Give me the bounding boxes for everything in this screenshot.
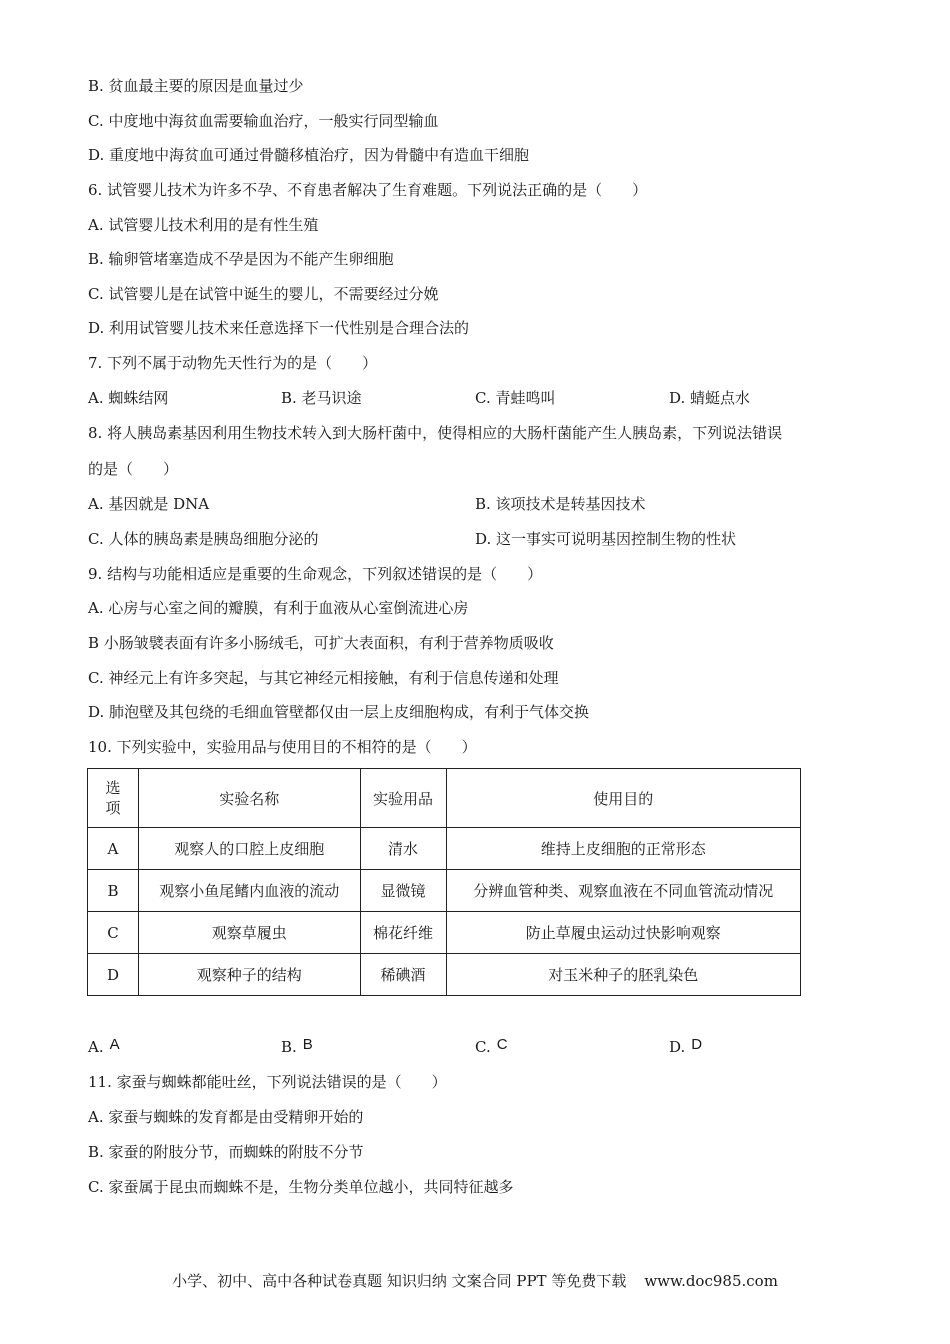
row-materials: 清水 [360, 828, 446, 870]
row-experiment-name: 观察人的口腔上皮细胞 [138, 828, 360, 870]
header-purpose: 使用目的 [446, 769, 801, 828]
answer-letter: A [109, 1036, 120, 1053]
q11-stem: 11. 家蚕与蜘蛛都能吐丝，下列说法错误的是（ ） [88, 1073, 447, 1091]
q8-stem-line1: 8. 将人胰岛素基因利用生物技术转入到大肠杆菌中，使得相应的大肠杆菌能产生人胰岛素，下列说法错误 [88, 424, 783, 442]
q9-option-c: C. 神经元上有许多突起，与其它神经元相接触，有利于信息传递和处理 [88, 669, 559, 687]
table-header-row [88, 769, 801, 828]
q10-stem: 10. 下列实验中，实验用品与使用目的不相符的是（ ） [88, 738, 477, 756]
answer-letter: C [496, 1036, 508, 1053]
q9-option-d: D. 肺泡壁及其包绕的毛细血管壁都仅由一层上皮细胞构成，有利于气体交换 [88, 703, 590, 721]
q11-option-c: C. 家蚕属于昆虫而蜘蛛不是，生物分类单位越小，共同特征越多 [88, 1178, 514, 1196]
q9-option-a: A. 心房与心室之间的瓣膜，有利于血液从心室倒流进心房 [88, 599, 469, 617]
q11-option-a: A. 家蚕与蜘蛛的发育都是由受精卵开始的 [88, 1108, 364, 1126]
row-materials: 稀碘酒 [360, 954, 446, 996]
q5-option-b: B. 贫血最主要的原因是血量过少 [88, 77, 304, 95]
q7-option-b: B. 老马识途 [281, 389, 362, 407]
answer-prefix: B. [281, 1038, 297, 1056]
q7-stem: 7. 下列不属于动物先天性行为的是（ ） [88, 354, 378, 372]
q5-option-c: C. 中度地中海贫血需要输血治疗，一般实行同型输血 [88, 112, 439, 130]
table-row [88, 828, 801, 870]
q8-option-b: B. 该项技术是转基因技术 [475, 495, 646, 513]
answer-prefix: D. [669, 1038, 686, 1056]
q10-answer-d [669, 1037, 702, 1058]
row-option: C [88, 912, 139, 954]
footer-text: 小学、初中、高中各种试卷真题 知识归纳 文案合同 PPT 等免费下载 [172, 1272, 627, 1290]
experiment-table [87, 768, 801, 996]
row-materials: 棉花纤维 [360, 912, 446, 954]
q6-option-c: C. 试管婴儿是在试管中诞生的婴儿，不需要经过分娩 [88, 285, 439, 303]
q11-option-b: B. 家蚕的附肢分节，而蜘蛛的附肢不分节 [88, 1143, 364, 1161]
q6-option-a: A. 试管婴儿技术利用的是有性生殖 [88, 216, 319, 234]
answer-prefix: C. [475, 1038, 491, 1056]
q7-option-c: C. 青蛙鸣叫 [475, 389, 556, 407]
q7-option-a: A. 蜘蛛结网 [88, 389, 169, 407]
header-materials: 实验用品 [360, 769, 446, 828]
row-option: A [88, 828, 139, 870]
q7-option-d: D. 蜻蜓点水 [669, 389, 751, 407]
q6-option-d: D. 利用试管婴儿技术来任意选择下一代性别是合理合法的 [88, 319, 470, 337]
q8-stem-line2: 的是（ ） [88, 460, 179, 478]
q10-answer-a [88, 1037, 120, 1058]
row-purpose: 防止草履虫运动过快影响观察 [446, 912, 801, 954]
row-purpose: 分辨血管种类、观察血液在不同血管流动情况 [446, 870, 801, 912]
row-purpose: 维持上皮细胞的正常形态 [446, 828, 801, 870]
answer-letter: B [302, 1036, 313, 1053]
row-purpose: 对玉米种子的胚乳染色 [446, 954, 801, 996]
row-experiment-name: 观察小鱼尾鳍内血液的流动 [138, 870, 360, 912]
q8-option-a: A. 基因就是 DNA [88, 495, 210, 513]
q8-option-d: D. 这一事实可说明基因控制生物的性状 [475, 530, 737, 548]
q10-answer-c [475, 1037, 508, 1058]
q9-stem: 9. 结构与功能相适应是重要的生命观念，下列叙述错误的是（ ） [88, 565, 543, 583]
answer-prefix: A. [88, 1038, 104, 1056]
q10-answer-b [281, 1037, 313, 1058]
page-footer [0, 1270, 950, 1291]
answer-letter: D [691, 1036, 703, 1053]
table-row [88, 870, 801, 912]
row-option: B [88, 870, 139, 912]
row-experiment-name: 观察草履虫 [138, 912, 360, 954]
q8-option-c: C. 人体的胰岛素是胰岛细胞分泌的 [88, 530, 319, 548]
q5-option-d: D. 重度地中海贫血可通过骨髓移植治疗，因为骨髓中有造血干细胞 [88, 146, 530, 164]
row-option: D [88, 954, 139, 996]
table-row [88, 912, 801, 954]
footer-site-link[interactable]: www.doc985.com [644, 1272, 778, 1290]
header-option: 选 项 [88, 769, 139, 828]
header-experiment-name: 实验名称 [138, 769, 360, 828]
row-experiment-name: 观察种子的结构 [138, 954, 360, 996]
q9-option-b: B 小肠皱襞表面有许多小肠绒毛，可扩大表面积，有利于营养物质吸收 [88, 634, 554, 652]
table-row [88, 954, 801, 996]
q6-stem: 6. 试管婴儿技术为许多不孕、不育患者解决了生育难题。下列说法正确的是（ ） [88, 181, 648, 199]
q6-option-b: B. 输卵管堵塞造成不孕是因为不能产生卵细胞 [88, 250, 394, 268]
row-materials: 显微镜 [360, 870, 446, 912]
